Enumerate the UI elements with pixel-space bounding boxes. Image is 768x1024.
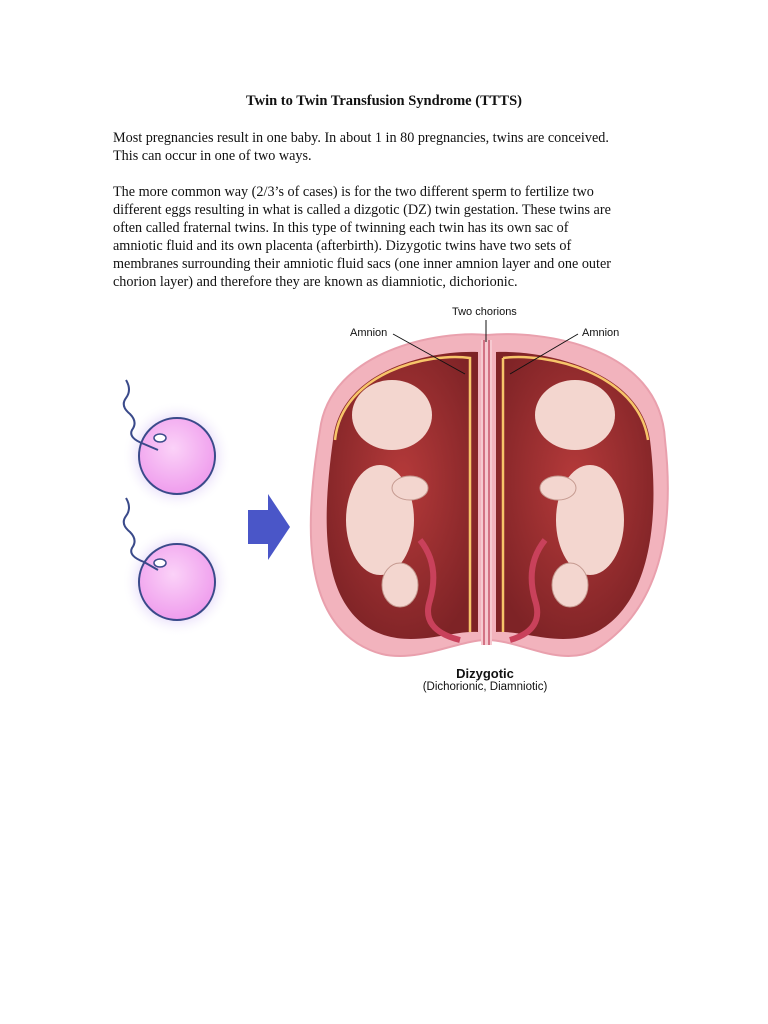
dizygotic-illustration xyxy=(0,300,768,700)
label-two-chorions: Two chorions xyxy=(452,306,517,318)
paragraph-line: amniotic fluid and its own placenta (afterbirth). Dizygotic twins have two sets of xyxy=(113,238,572,254)
paragraph-dizygotic xyxy=(113,183,658,291)
paragraph-line: membranes surrounding their amniotic fluid sacs (one inner amnion layer and one outer xyxy=(113,256,611,272)
fertilized-egg-bottom xyxy=(122,498,232,637)
document-title: Twin to Twin Transfusion Syndrome (TTTS) xyxy=(246,93,522,109)
uterus-diagram xyxy=(311,334,668,656)
paragraph-line: Most pregnancies result in one baby. In about 1 in 80 pregnancies, twins are conceived. xyxy=(113,130,609,146)
paragraph-line: The more common way (2/3’s of cases) is for the two different sperm to fertilize two xyxy=(113,184,594,200)
paragraph-line: often called fraternal twins. In this type of twinning each twin has its own sac of xyxy=(113,220,569,236)
arrow-right-icon xyxy=(248,494,290,560)
paragraph-line: This can occur in one of two ways. xyxy=(113,148,312,164)
paragraph-line: different eggs resulting in what is called a dizgotic (DZ) twin gestation. These twins are xyxy=(113,202,611,218)
fertilized-egg-top xyxy=(122,380,232,511)
label-amnion-right: Amnion xyxy=(582,327,620,339)
figure-caption-title: Dizygotic xyxy=(456,666,514,681)
figure-caption-subtitle: (Dichorionic, Diamniotic) xyxy=(422,681,548,693)
label-amnion-left: Amnion xyxy=(350,327,388,339)
paragraph-intro xyxy=(113,129,658,165)
paragraph-line: chorion layer) and therefore they are known as diamniotic, dichorionic. xyxy=(113,274,518,290)
